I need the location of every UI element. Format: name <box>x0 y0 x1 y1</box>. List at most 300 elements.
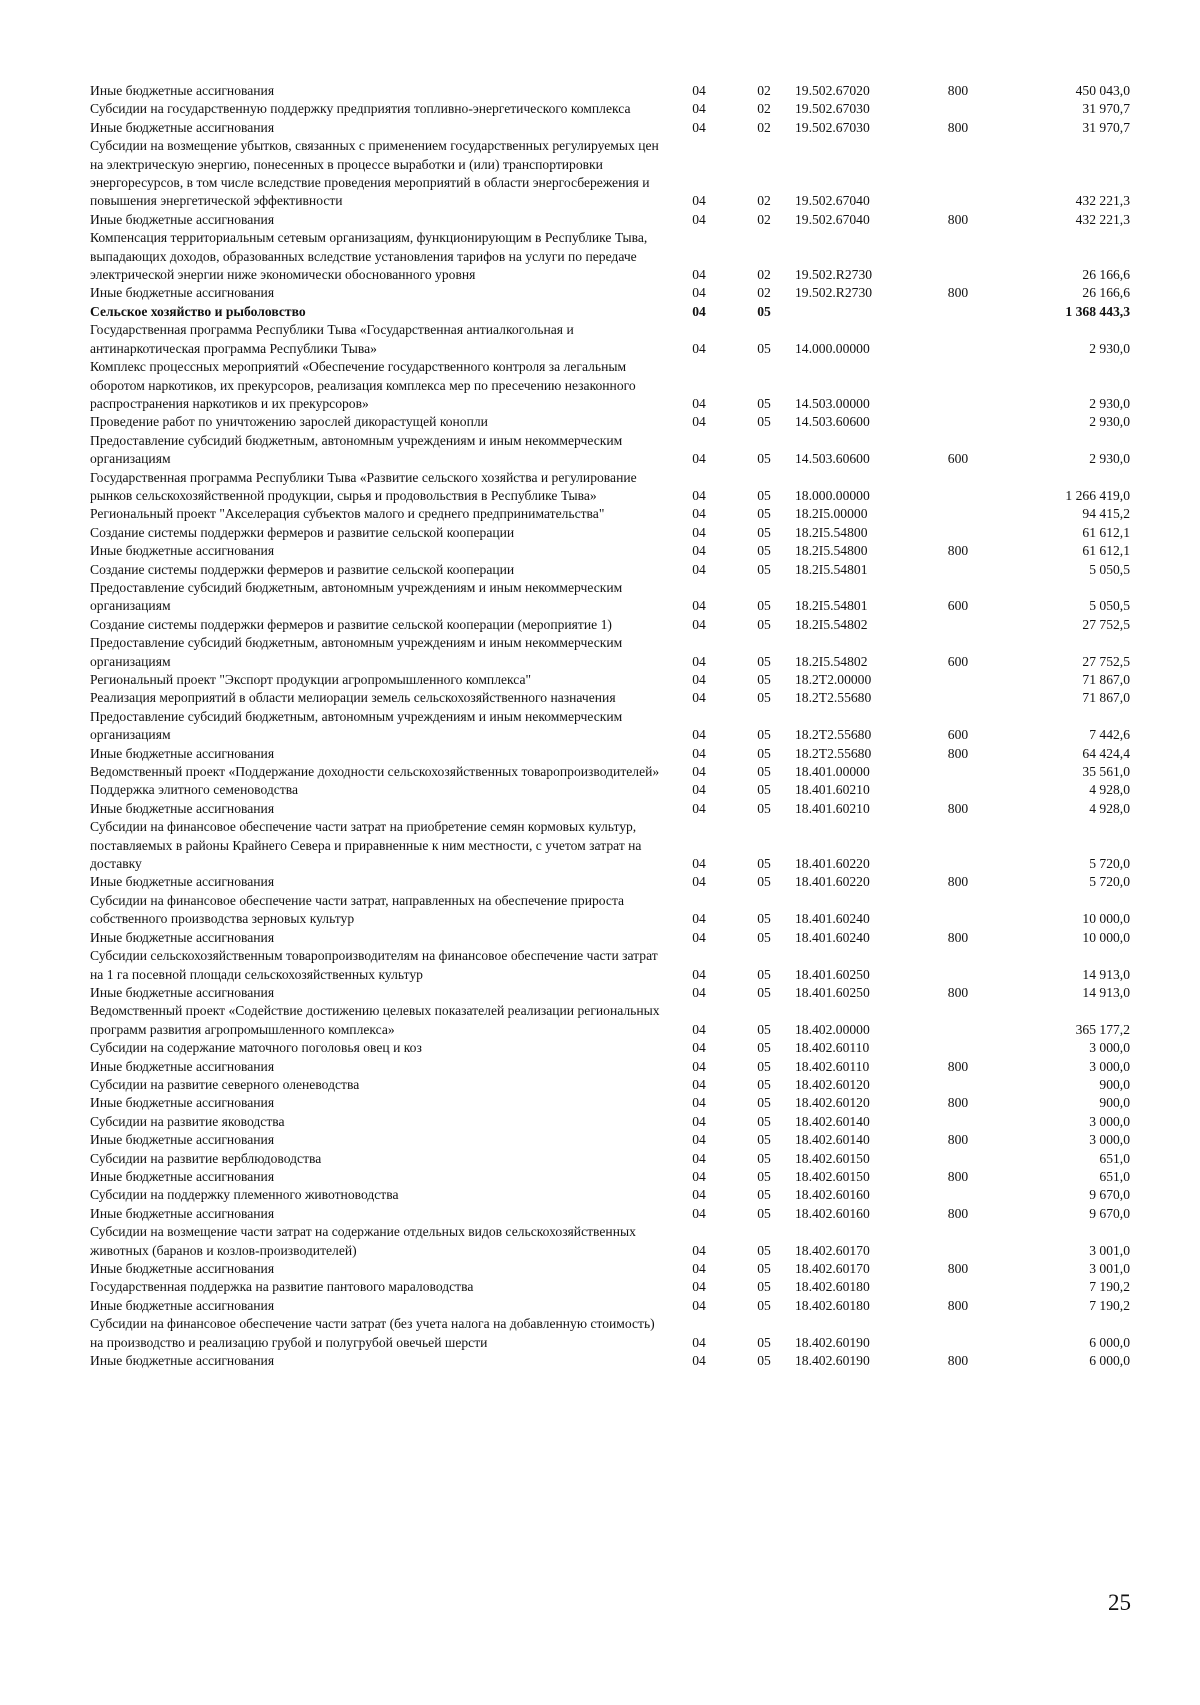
target-article-cell: 18.402.60140 <box>795 1113 870 1129</box>
table-row <box>90 1002 1130 1039</box>
target-article-cell: 18.2T2.55680 <box>795 745 872 761</box>
table-row <box>90 469 1130 506</box>
subsection-code-cell: 05 <box>757 1334 771 1350</box>
amount-cell: 5 720,0 <box>1089 874 1130 890</box>
table-row <box>90 616 1130 634</box>
target-article-cell: 19.502.67020 <box>795 83 870 98</box>
amount-cell: 5 050,5 <box>1089 598 1130 614</box>
table-row <box>90 524 1130 542</box>
table-row <box>90 1297 1130 1315</box>
table-row <box>90 579 1130 616</box>
expense-type-cell: 600 <box>947 598 969 614</box>
amount-cell: 3 000,0 <box>1089 1040 1130 1056</box>
section-code-cell: 04 <box>692 984 706 1000</box>
expense-type-cell: 800 <box>947 211 969 227</box>
section-code-cell: 04 <box>692 83 706 98</box>
expense-type-cell <box>917 1315 999 1352</box>
target-article-cell: 18.402.60150 <box>795 1150 870 1166</box>
subsection-code-cell: 05 <box>757 414 771 430</box>
section-code-cell: 04 <box>692 395 706 411</box>
target-article-cell: 18.402.60140 <box>795 1132 870 1148</box>
amount-cell: 1 368 443,3 <box>1065 303 1130 319</box>
table-row <box>90 211 1130 229</box>
target-article-cell: 18.402.60110 <box>795 1058 870 1074</box>
expense-type-cell: 800 <box>947 1353 969 1369</box>
expense-type-cell <box>917 303 999 321</box>
subsection-code-cell: 05 <box>757 1076 771 1092</box>
row-name-cell: Региональный проект "Экспорт продукции агропромышленного комплекса" <box>90 672 532 687</box>
row-name-cell: Иные бюджетные ассигнования <box>90 1205 275 1221</box>
row-name-cell: Предоставление субсидий бюджетным, автономным учреждениям и иным некоммерческим организациям <box>90 635 623 669</box>
subsection-code-cell: 05 <box>757 1021 771 1037</box>
table-row <box>90 1150 1130 1168</box>
target-article-cell: 18.2T2.55680 <box>795 690 872 706</box>
target-article-cell: 18.401.60210 <box>795 800 870 816</box>
amount-cell: 432 221,3 <box>1075 211 1130 227</box>
amount-cell: 3 001,0 <box>1089 1261 1130 1276</box>
expense-type-cell <box>917 781 999 799</box>
table-row <box>90 1113 1130 1131</box>
expense-type-cell: 800 <box>947 1095 969 1111</box>
table-row <box>90 137 1130 211</box>
table-row <box>90 929 1130 947</box>
amount-cell: 651,0 <box>1099 1168 1130 1184</box>
row-name-cell: Субсидии на финансовое обеспечение части затрат на приобретение семян кормовых культур, поставляемых в районы Крайнего Севера и приравненные к ним местности, с учетом затрат на доставку <box>90 819 642 872</box>
table-row <box>90 321 1130 358</box>
section-code-cell: 04 <box>692 856 706 872</box>
target-article-cell: 18.2T2.55680 <box>795 727 872 743</box>
expense-type-cell: 600 <box>947 451 969 467</box>
expense-type-cell <box>917 358 999 413</box>
expense-type-cell <box>917 689 999 707</box>
expense-type-cell <box>917 1039 999 1057</box>
row-name-cell: Региональный проект "Акселерация субъектов малого и среднего предпринимательства" <box>90 506 605 522</box>
section-code-cell: 04 <box>692 119 706 135</box>
target-article-cell: 18.000.00000 <box>795 487 870 503</box>
expense-type-cell <box>917 1186 999 1204</box>
section-code-cell: 04 <box>692 598 706 614</box>
row-name-cell: Проведение работ по уничтожению зарослей дикорастущей конопли <box>90 414 488 430</box>
amount-cell: 7 190,2 <box>1089 1297 1130 1313</box>
table-row <box>90 561 1130 579</box>
table-row <box>90 745 1130 763</box>
row-name-cell: Поддержка элитного семеноводства <box>90 782 299 798</box>
subsection-code-cell: 05 <box>757 1113 771 1129</box>
expense-type-cell <box>917 818 999 873</box>
amount-cell: 27 752,5 <box>1082 616 1130 632</box>
table-row <box>90 542 1130 560</box>
target-article-cell: 18.401.60210 <box>795 782 870 798</box>
row-name-cell: Субсидии на содержание маточного поголовья овец и коз <box>90 1040 422 1056</box>
row-name-cell: Создание системы поддержки фермеров и развитие сельской кооперации (мероприятие 1) <box>90 616 612 632</box>
subsection-code-cell: 05 <box>757 690 771 706</box>
expense-type-cell: 600 <box>947 653 969 669</box>
target-article-cell: 19.502.67030 <box>795 119 870 135</box>
row-name-cell: Иные бюджетные ассигнования <box>90 745 275 761</box>
target-article-cell: 18.402.60170 <box>795 1242 870 1258</box>
table-row <box>90 634 1130 671</box>
expense-type-cell <box>917 1076 999 1094</box>
table-row <box>90 1039 1130 1057</box>
subsection-code-cell: 05 <box>757 1040 771 1056</box>
table-row <box>90 1168 1130 1186</box>
section-code-cell: 04 <box>692 1168 706 1184</box>
subsection-code-cell: 05 <box>757 745 771 761</box>
subsection-code-cell: 02 <box>757 101 771 117</box>
table-row <box>90 947 1130 984</box>
target-article-cell: 18.401.60220 <box>795 874 870 890</box>
section-code-cell: 04 <box>692 1040 706 1056</box>
amount-cell: 9 670,0 <box>1089 1187 1130 1203</box>
row-name-cell: Создание системы поддержки фермеров и развитие сельской кооперации <box>90 524 515 540</box>
target-article-cell: 18.402.60120 <box>795 1076 870 1092</box>
target-article-cell: 18.402.00000 <box>795 1021 870 1037</box>
expense-type-cell: 800 <box>947 874 969 890</box>
target-article-cell: 18.402.60180 <box>795 1297 870 1313</box>
amount-cell: 2 930,0 <box>1089 395 1130 411</box>
target-article-cell: 18.401.60250 <box>795 984 870 1000</box>
row-name-cell: Государственная программа Республики Тыва «Государственная антиалкогольная и антинаркотическая программа Республики Тыва» <box>90 322 574 356</box>
amount-cell: 27 752,5 <box>1082 653 1130 669</box>
section-code-cell: 04 <box>692 285 706 301</box>
subsection-code-cell: 05 <box>757 1261 771 1276</box>
expense-type-cell <box>917 505 999 523</box>
subsection-code-cell: 05 <box>757 598 771 614</box>
row-name-cell: Компенсация территориальным сетевым организациям, функционирующим в Республике Тыва, выпадающих доходов, образованных вследствие установления тарифов на услуги по передаче электрической энергии ниже экономически обоснованного уровня <box>90 230 648 283</box>
section-code-cell: 04 <box>692 1021 706 1037</box>
section-code-cell: 04 <box>692 1353 706 1369</box>
target-article-cell: 18.402.60110 <box>795 1040 870 1056</box>
amount-cell: 61 612,1 <box>1082 543 1130 559</box>
row-name-cell: Субсидии сельскохозяйственным товаропроизводителям на финансовое обеспечение части затрат на 1 га посевной площади сельскохозяйственных культур <box>90 948 658 982</box>
section-code-cell: 04 <box>692 267 706 283</box>
section-code-cell: 04 <box>692 561 706 577</box>
section-code-cell: 04 <box>692 524 706 540</box>
target-article-cell: 18.401.60240 <box>795 929 870 945</box>
subsection-code-cell: 05 <box>757 506 771 522</box>
row-name-cell: Иные бюджетные ассигнования <box>90 83 275 98</box>
target-article-cell: 19.502.67040 <box>795 211 870 227</box>
table-row <box>90 1352 1130 1370</box>
table-row <box>90 1260 1130 1278</box>
target-article-cell: 14.503.00000 <box>795 395 870 411</box>
subsection-code-cell: 05 <box>757 984 771 1000</box>
table-row <box>90 708 1130 745</box>
expense-type-cell <box>917 229 999 284</box>
section-code-cell: 04 <box>692 653 706 669</box>
section-code-cell: 04 <box>692 193 706 209</box>
row-name-cell: Субсидии на поддержку племенного животноводства <box>90 1187 399 1203</box>
target-article-cell: 18.401.00000 <box>795 764 870 780</box>
table-row <box>90 119 1130 137</box>
amount-cell: 64 424,4 <box>1082 745 1130 761</box>
table-row <box>90 1058 1130 1076</box>
table-row <box>90 818 1130 873</box>
subsection-code-cell: 05 <box>757 1168 771 1184</box>
target-article-cell: 14.503.60600 <box>795 451 870 467</box>
target-article-cell: 18.2I5.54802 <box>795 653 868 669</box>
subsection-code-cell: 05 <box>757 451 771 467</box>
row-name-cell: Субсидии на развитие яководства <box>90 1113 285 1129</box>
section-code-cell: 04 <box>692 303 706 319</box>
section-code-cell: 04 <box>692 451 706 467</box>
subsection-code-cell: 05 <box>757 303 771 319</box>
subsection-code-cell: 05 <box>757 340 771 356</box>
section-code-cell: 04 <box>692 727 706 743</box>
row-name-cell: Субсидии на государственную поддержку предприятия топливно-энергетического комплекса <box>90 101 631 117</box>
subsection-code-cell: 05 <box>757 727 771 743</box>
subsection-code-cell: 05 <box>757 1205 771 1221</box>
amount-cell: 900,0 <box>1099 1076 1130 1092</box>
subsection-code-cell: 05 <box>757 1297 771 1313</box>
table-row <box>90 1076 1130 1094</box>
target-article-cell: 18.2I5.54801 <box>795 598 868 614</box>
amount-cell: 900,0 <box>1099 1095 1130 1111</box>
budget-table-body <box>90 82 1130 1370</box>
target-article-cell: 18.401.60240 <box>795 911 870 927</box>
section-code-cell: 04 <box>692 764 706 780</box>
amount-cell: 14 913,0 <box>1082 966 1130 982</box>
subsection-code-cell: 05 <box>757 1132 771 1148</box>
row-name-cell: Субсидии на возмещение части затрат на содержание отдельных видов сельскохозяйственных животных (баранов и козлов-производителей) <box>90 1224 636 1258</box>
section-code-cell: 04 <box>692 1150 706 1166</box>
row-name-cell: Иные бюджетные ассигнования <box>90 984 275 1000</box>
row-name-cell: Иные бюджетные ассигнования <box>90 119 275 135</box>
amount-cell: 432 221,3 <box>1075 193 1130 209</box>
amount-cell: 71 867,0 <box>1082 672 1130 687</box>
amount-cell: 71 867,0 <box>1082 690 1130 706</box>
table-row <box>90 873 1130 891</box>
expense-type-cell: 800 <box>947 1261 969 1276</box>
expense-type-cell <box>917 1278 999 1296</box>
section-code-cell: 04 <box>692 800 706 816</box>
section-code-cell: 04 <box>692 874 706 890</box>
expense-type-cell <box>917 671 999 689</box>
table-row <box>90 303 1130 321</box>
subsection-code-cell: 05 <box>757 1353 771 1369</box>
expense-type-cell: 800 <box>947 984 969 1000</box>
target-article-cell: 18.402.60160 <box>795 1205 870 1221</box>
row-name-cell: Субсидии на развитие верблюдоводства <box>90 1150 322 1166</box>
subsection-code-cell: 05 <box>757 1058 771 1074</box>
expense-type-cell <box>917 1002 999 1039</box>
target-article-cell: 18.402.60170 <box>795 1261 870 1276</box>
row-name-cell: Иные бюджетные ассигнования <box>90 800 275 816</box>
amount-cell: 2 930,0 <box>1089 340 1130 356</box>
row-name-cell: Иные бюджетные ассигнования <box>90 1168 275 1184</box>
amount-cell: 4 928,0 <box>1089 782 1130 798</box>
expense-type-cell <box>917 892 999 929</box>
amount-cell: 7 190,2 <box>1089 1279 1130 1295</box>
expense-type-cell <box>917 561 999 579</box>
amount-cell: 6 000,0 <box>1089 1334 1130 1350</box>
row-name-cell: Иные бюджетные ассигнования <box>90 1132 275 1148</box>
expense-type-cell: 800 <box>947 1132 969 1148</box>
amount-cell: 10 000,0 <box>1082 929 1130 945</box>
row-name-cell: Государственная программа Республики Тыва «Развитие сельского хозяйства и регулирование рынков сельскохозяйственной продукции, сырья и продовольствия в Республике Тыва» <box>90 469 637 503</box>
expense-type-cell: 800 <box>947 1168 969 1184</box>
target-article-cell: 18.2I5.00000 <box>795 506 868 522</box>
subsection-code-cell: 05 <box>757 1242 771 1258</box>
amount-cell: 5 720,0 <box>1089 856 1130 872</box>
amount-cell: 35 561,0 <box>1082 764 1130 780</box>
table-row <box>90 1223 1130 1260</box>
expense-type-cell <box>917 469 999 506</box>
expense-type-cell: 600 <box>947 727 969 743</box>
amount-cell: 1 266 419,0 <box>1065 487 1130 503</box>
section-code-cell: 04 <box>692 506 706 522</box>
target-article-cell: 19.502.67030 <box>795 101 870 117</box>
row-name-cell: Ведомственный проект «Содействие достижению целевых показателей реализации региональных программ развития агропромышленного комплекса» <box>90 1003 660 1037</box>
target-article-cell: 18.2I5.54800 <box>795 524 868 540</box>
section-code-cell: 04 <box>692 690 706 706</box>
amount-cell: 2 930,0 <box>1089 414 1130 430</box>
expense-type-cell <box>917 524 999 542</box>
target-article-cell: 18.402.60190 <box>795 1353 870 1369</box>
section-code-cell: 04 <box>692 1334 706 1350</box>
section-code-cell: 04 <box>692 340 706 356</box>
subsection-code-cell: 02 <box>757 267 771 283</box>
expense-type-cell: 800 <box>947 119 969 135</box>
row-name-cell: Иные бюджетные ассигнования <box>90 1095 275 1111</box>
expense-type-cell <box>917 1223 999 1260</box>
row-name-cell: Сельское хозяйство и рыболовство <box>90 303 306 319</box>
subsection-code-cell: 05 <box>757 395 771 411</box>
expense-type-cell <box>917 1150 999 1168</box>
row-name-cell: Субсидии на финансовое обеспечение части затрат, направленных на обеспечение прироста собственного производства зерновых культур <box>90 892 625 927</box>
section-code-cell: 04 <box>692 745 706 761</box>
subsection-code-cell: 05 <box>757 800 771 816</box>
expense-type-cell <box>917 137 999 211</box>
row-name-cell: Субсидии на финансовое обеспечение части затрат (без учета налога на добавленную стоимость) на производство и реализацию грубой и полугрубой овечьей шерсти <box>90 1316 655 1350</box>
subsection-code-cell: 02 <box>757 285 771 301</box>
section-code-cell: 04 <box>692 672 706 687</box>
amount-cell: 3 000,0 <box>1089 1132 1130 1148</box>
table-row <box>90 763 1130 781</box>
section-code-cell: 04 <box>692 1095 706 1111</box>
target-article-cell: 18.402.60120 <box>795 1095 870 1111</box>
subsection-code-cell: 05 <box>757 874 771 890</box>
section-code-cell: 04 <box>692 211 706 227</box>
section-code-cell: 04 <box>692 543 706 559</box>
amount-cell: 4 928,0 <box>1089 800 1130 816</box>
subsection-code-cell: 02 <box>757 83 771 98</box>
amount-cell: 31 970,7 <box>1082 119 1130 135</box>
target-article-cell: 18.402.60180 <box>795 1279 870 1295</box>
row-name-cell: Создание системы поддержки фермеров и развитие сельской кооперации <box>90 561 515 577</box>
table-row <box>90 100 1130 118</box>
subsection-code-cell: 05 <box>757 1095 771 1111</box>
expense-type-cell: 800 <box>947 83 969 98</box>
target-article-cell: 18.2I5.54801 <box>795 561 868 577</box>
expense-type-cell <box>917 413 999 431</box>
subsection-code-cell: 05 <box>757 929 771 945</box>
subsection-code-cell: 05 <box>757 911 771 927</box>
row-name-cell: Государственная поддержка на развитие пантового мараловодства <box>90 1279 474 1295</box>
target-article-cell: 19.502.R2730 <box>795 267 873 283</box>
target-article-cell: 19.502.67040 <box>795 193 870 209</box>
amount-cell: 3 000,0 <box>1089 1058 1130 1074</box>
row-name-cell: Иные бюджетные ассигнования <box>90 1297 275 1313</box>
section-code-cell: 04 <box>692 616 706 632</box>
amount-cell: 26 166,6 <box>1082 285 1130 301</box>
row-name-cell: Иные бюджетные ассигнования <box>90 543 275 559</box>
subsection-code-cell: 05 <box>757 1279 771 1295</box>
table-row <box>90 1315 1130 1352</box>
amount-cell: 94 415,2 <box>1082 506 1130 522</box>
section-code-cell: 04 <box>692 1187 706 1203</box>
subsection-code-cell: 05 <box>757 966 771 982</box>
expense-type-cell: 800 <box>947 543 969 559</box>
amount-cell: 5 050,5 <box>1089 561 1130 577</box>
target-article-cell: 18.401.60220 <box>795 856 870 872</box>
table-row <box>90 1186 1130 1204</box>
section-code-cell: 04 <box>692 414 706 430</box>
target-article-cell: 14.503.60600 <box>795 414 870 430</box>
section-code-cell: 04 <box>692 1261 706 1276</box>
target-article-cell: 19.502.R2730 <box>795 285 873 301</box>
subsection-code-cell: 02 <box>757 193 771 209</box>
subsection-code-cell: 05 <box>757 524 771 540</box>
subsection-code-cell: 05 <box>757 487 771 503</box>
subsection-code-cell: 02 <box>757 119 771 135</box>
amount-cell: 9 670,0 <box>1089 1205 1130 1221</box>
section-code-cell: 04 <box>692 1297 706 1313</box>
table-row <box>90 82 1130 100</box>
expense-type-cell <box>917 1113 999 1131</box>
target-article-cell: 18.2I5.54800 <box>795 543 868 559</box>
target-article-cell: 18.2I5.54802 <box>795 616 868 632</box>
table-row <box>90 284 1130 302</box>
row-name-cell: Предоставление субсидий бюджетным, автономным учреждениям и иным некоммерческим организациям <box>90 708 623 743</box>
table-row <box>90 671 1130 689</box>
table-row <box>90 892 1130 929</box>
subsection-code-cell: 05 <box>757 856 771 872</box>
row-name-cell: Иные бюджетные ассигнования <box>90 285 275 301</box>
amount-cell: 3 001,0 <box>1089 1242 1130 1258</box>
table-row <box>90 1205 1130 1223</box>
subsection-code-cell: 05 <box>757 764 771 780</box>
row-name-cell: Предоставление субсидий бюджетным, автономным учреждениям и иным некоммерческим организациям <box>90 432 623 467</box>
subsection-code-cell: 05 <box>757 1150 771 1166</box>
page-number: 25 <box>1108 1590 1131 1615</box>
table-row <box>90 800 1130 818</box>
section-code-cell: 04 <box>692 1076 706 1092</box>
section-code-cell: 04 <box>692 782 706 798</box>
table-row <box>90 689 1130 707</box>
table-row <box>90 984 1130 1002</box>
amount-cell: 3 000,0 <box>1089 1113 1130 1129</box>
section-code-cell: 04 <box>692 1058 706 1074</box>
subsection-code-cell: 05 <box>757 782 771 798</box>
expense-type-cell <box>917 763 999 781</box>
section-code-cell: 04 <box>692 1132 706 1148</box>
target-article-cell: 18.402.60160 <box>795 1187 870 1203</box>
expense-type-cell <box>917 321 999 358</box>
amount-cell: 7 442,6 <box>1089 727 1130 743</box>
table-row <box>90 1131 1130 1149</box>
row-name-cell: Иные бюджетные ассигнования <box>90 1353 275 1369</box>
expense-type-cell: 800 <box>947 929 969 945</box>
table-row <box>90 229 1130 284</box>
amount-cell: 61 612,1 <box>1082 524 1130 540</box>
row-name-cell: Иные бюджетные ассигнования <box>90 1261 275 1276</box>
expense-type-cell: 800 <box>947 285 969 301</box>
table-row <box>90 358 1130 413</box>
amount-cell: 651,0 <box>1099 1150 1130 1166</box>
row-name-cell: Предоставление субсидий бюджетным, автономным учреждениям и иным некоммерческим организациям <box>90 579 623 614</box>
subsection-code-cell: 02 <box>757 211 771 227</box>
